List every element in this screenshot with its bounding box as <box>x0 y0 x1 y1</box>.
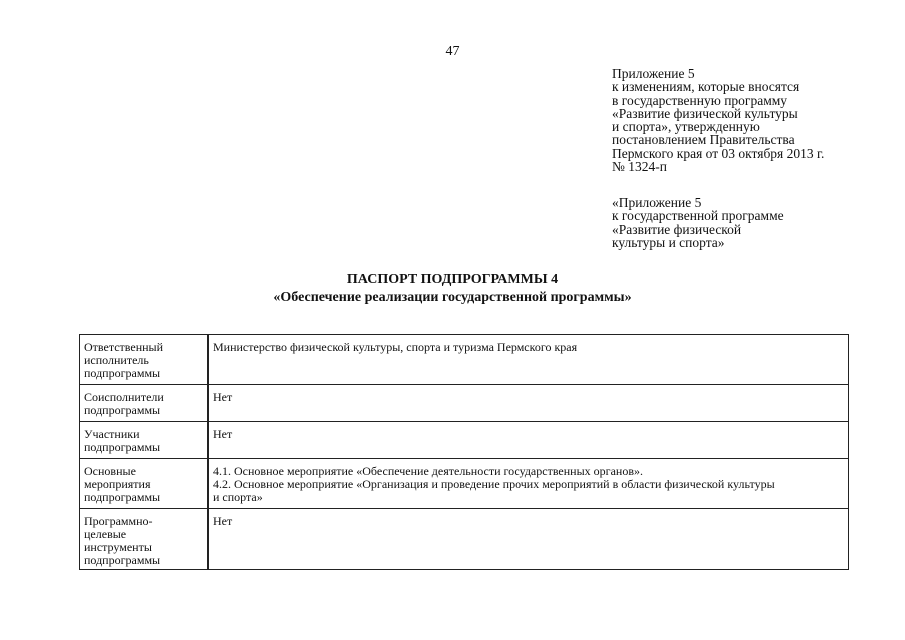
row-value: 4.1. Основное мероприятие «Обеспечение деятельности государственных органов». <box>213 464 643 478</box>
appendix-changes-line: «Развитие физической культуры <box>612 105 798 121</box>
appendix-program-line: к государственной программе <box>612 208 784 224</box>
table-row <box>80 385 849 422</box>
row-label: Соисполнители <box>84 390 164 404</box>
row-value-cell <box>208 385 849 422</box>
row-label: инструменты <box>84 540 152 554</box>
passport-table <box>79 334 849 570</box>
appendix-changes-block <box>612 67 824 173</box>
appendix-program-line: «Приложение 5 <box>612 195 702 210</box>
appendix-changes-line: Пермского края от 03 октября 2013 г. <box>612 145 825 161</box>
row-label: Ответственный <box>84 340 164 354</box>
appendix-program-line: «Развитие физической <box>612 221 742 237</box>
row-value: Нет <box>213 514 233 528</box>
row-value: Министерство физической культуры, спорта и туризма Пермского края <box>213 340 578 354</box>
row-label: подпрограммы <box>84 440 161 454</box>
table-row <box>80 422 849 459</box>
page-number: 47 <box>445 44 460 59</box>
row-value: и спорта» <box>213 490 263 504</box>
row-value: 4.2. Основное мероприятие «Организация и проведение прочих мероприятий в области физической культуры <box>213 477 775 491</box>
row-value-cell <box>208 335 849 385</box>
row-value: Нет <box>213 390 233 404</box>
row-label: Основные <box>84 464 136 478</box>
row-label: исполнитель <box>84 353 149 367</box>
appendix-changes-line: в государственную программу <box>612 92 788 108</box>
document-title: ПАСПОРТ ПОДПРОГРАММЫ 4 <box>346 272 559 287</box>
appendix-changes-line: и спорта», утвержденную <box>612 119 760 135</box>
row-label-cell <box>80 422 209 459</box>
appendix-program-block <box>612 196 784 249</box>
row-label-cell <box>80 385 209 422</box>
document-subtitle: «Обеспечение реализации государственной программы» <box>273 290 632 305</box>
row-label-cell <box>80 335 209 385</box>
row-label: целевые <box>84 527 127 541</box>
row-value-cell <box>208 459 849 509</box>
appendix-changes-line: к изменениям, которые вносятся <box>612 79 800 95</box>
row-label-cell <box>80 459 209 509</box>
row-label: подпрограммы <box>84 553 161 567</box>
row-label: Программно- <box>84 514 153 528</box>
row-value-cell <box>208 509 849 570</box>
appendix-changes-line: Приложение 5 <box>612 66 695 81</box>
row-label: подпрограммы <box>84 366 161 380</box>
appendix-program-line: культуры и спорта» <box>612 234 725 250</box>
row-label: мероприятия <box>84 477 151 491</box>
row-label-cell <box>80 509 209 570</box>
row-label: Участники <box>84 427 140 441</box>
appendix-changes-line: постановлением Правительства <box>612 132 795 148</box>
row-value: Нет <box>213 427 233 441</box>
table-row <box>80 335 849 385</box>
row-label: подпрограммы <box>84 403 161 417</box>
table-row <box>80 459 849 509</box>
table-row <box>80 509 849 570</box>
appendix-changes-line: № 1324-п <box>612 159 667 175</box>
row-value-cell <box>208 422 849 459</box>
row-label: подпрограммы <box>84 490 161 504</box>
